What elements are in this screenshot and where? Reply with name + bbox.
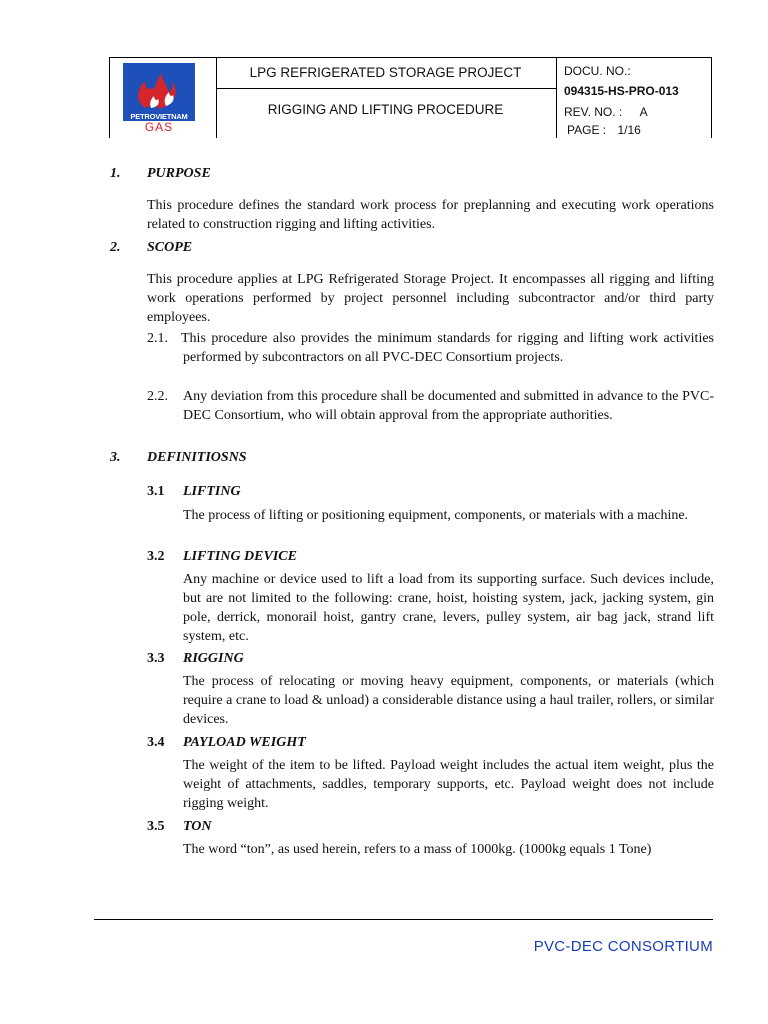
- definition-3-5-number: 3.5: [147, 819, 165, 834]
- header-divider-logo: [216, 57, 217, 138]
- page-field: [567, 123, 641, 137]
- definition-3-5-body: The word “ton”, as used herein, refers to a mass of 1000kg. (1000kg equals 1 Tone): [183, 842, 652, 857]
- page-value: 1/16: [617, 123, 641, 137]
- document-header: [109, 57, 712, 138]
- definition-3-1-title: LIFTING: [183, 484, 241, 499]
- header-border-top: [109, 57, 712, 58]
- section-1-number: 1.: [110, 166, 121, 181]
- scope-item-2-1-text: This procedure also provides the minimum standards for rigging and lifting work activities performed by subcontractors on all PVC-DEC Consortium projects.: [181, 331, 714, 365]
- page-label: PAGE :: [567, 123, 607, 137]
- company-logo: [123, 63, 195, 133]
- definition-3-3-body: The process of relocating or moving heavy equipment, components, or materials (which require a crane to load & unload) a considerable distance using a haul trailer, rollers, or similar devices.: [183, 674, 714, 727]
- footer-rule: [94, 919, 713, 920]
- definition-3-4-number: 3.4: [147, 735, 165, 750]
- rev-no-value: A: [639, 105, 648, 119]
- header-border-left: [109, 57, 110, 138]
- header-divider-meta: [556, 57, 557, 138]
- header-row-divider: [216, 88, 557, 89]
- scope-item-2-1-number: 2.1.: [147, 331, 168, 346]
- definition-3-4-title: PAYLOAD WEIGHT: [183, 735, 306, 750]
- definition-3-2-body: Any machine or device used to lift a load from its supporting surface. Such devices include, but are not limited to the following: crane, hoist, hoisting system, jack, jacking system, gin pole, derrick, monorail hoist, gantry crane, levers, pulley system, air bag jack, strand lift system, etc.: [183, 572, 714, 644]
- section-1-title: PURPOSE: [147, 166, 211, 181]
- scope-item-2-2-text: Any deviation from this procedure shall be documented and submitted in advance to the PVC-DEC Consortium, who will obtain approval from the appropriate authorities.: [183, 389, 714, 423]
- definition-3-5-title: TON: [183, 819, 212, 834]
- header-border-right: [711, 57, 712, 138]
- scope-item-2-2-number: 2.2.: [147, 389, 168, 404]
- definition-3-4-body: The weight of the item to be lifted. Payload weight includes the actual item weight, plus the weight of attachments, saddles, temporary supports, etc. Payload weight does not include rigging weight.: [183, 758, 714, 811]
- section-2-number: 2.: [110, 240, 121, 255]
- definition-3-2-title: LIFTING DEVICE: [183, 549, 297, 564]
- section-3-number: 3.: [110, 450, 121, 465]
- definition-3-1-body: The process of lifting or positioning equipment, components, or materials with a machine.: [183, 508, 689, 523]
- logo-bottom-text: GAS: [144, 120, 174, 134]
- definition-3-3-number: 3.3: [147, 651, 165, 666]
- document-title: RIGGING AND LIFTING PROCEDURE: [267, 102, 504, 117]
- section-2-body: This procedure applies at LPG Refrigerated Storage Project. It encompasses all rigging and lifting work operations performed by project personnel including subcontractor and/or third party employees.: [147, 272, 714, 325]
- section-1-body: This procedure defines the standard work process for preplanning and executing work operations related to construction rigging and lifting activities.: [147, 198, 714, 232]
- definition-3-3-title: RIGGING: [183, 651, 244, 666]
- project-title: LPG REFRIGERATED STORAGE PROJECT: [249, 65, 522, 80]
- section-2-title: SCOPE: [147, 240, 193, 255]
- section-3-title: DEFINITIOSNS: [147, 450, 247, 465]
- footer-consortium: PVC-DEC CONSORTIUM: [533, 938, 713, 955]
- rev-no-field: [564, 105, 648, 119]
- rev-no-label: REV. NO. :: [564, 105, 623, 119]
- definition-3-1-number: 3.1: [147, 484, 165, 499]
- docu-no-label: DOCU. NO.:: [564, 64, 631, 78]
- logo-top-text: PETROVIETNAM: [130, 112, 188, 121]
- definition-3-2-number: 3.2: [147, 549, 165, 564]
- docu-no-value: 094315-HS-PRO-013: [564, 84, 679, 98]
